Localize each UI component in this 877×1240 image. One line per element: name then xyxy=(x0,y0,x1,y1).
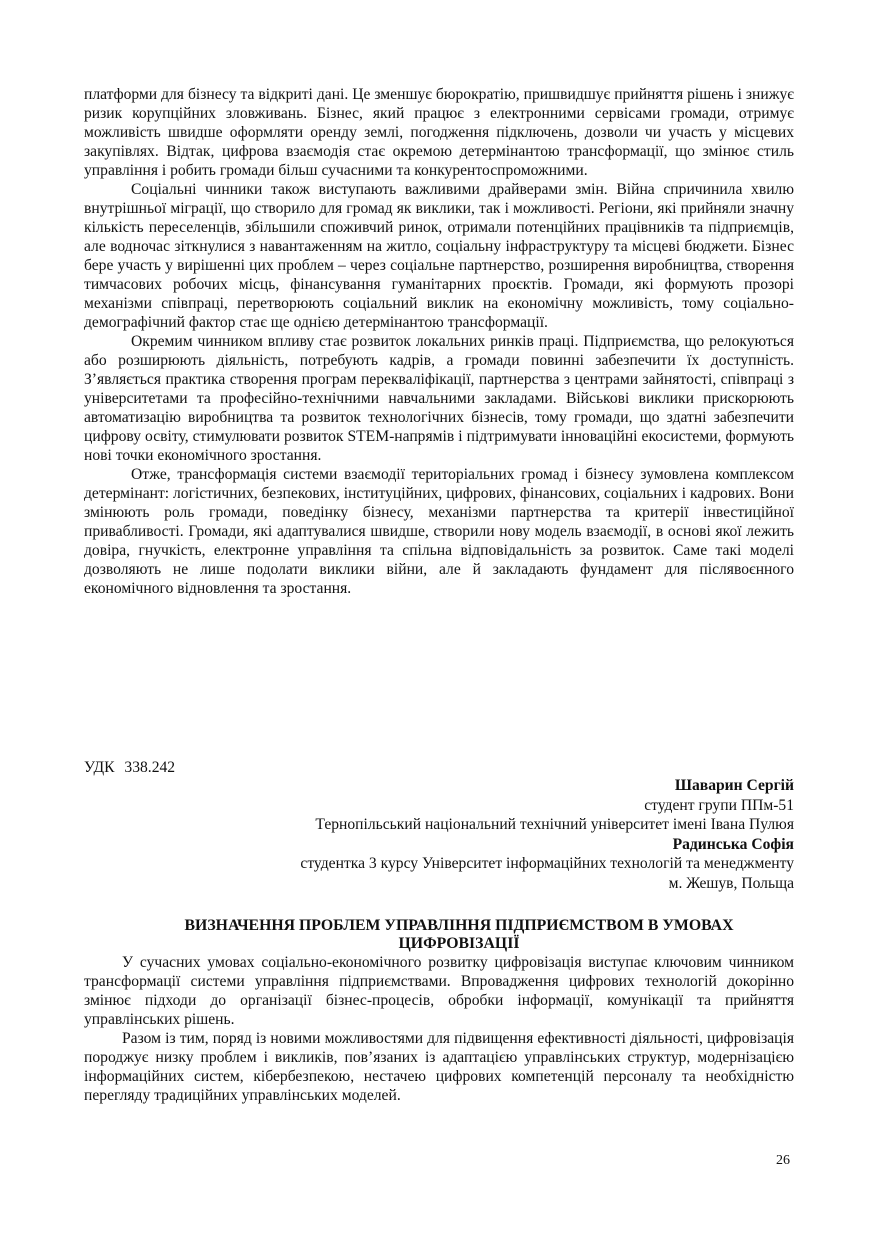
udk-code: УДК 338.242 xyxy=(84,759,176,776)
page-number: 26 xyxy=(776,1153,790,1168)
author-block xyxy=(174,776,794,893)
author-position-2: студентка 3 курсу Університет інформаційних технологій та менеджменту xyxy=(300,855,794,872)
article-body xyxy=(84,917,794,1105)
paragraph-challenges: Разом із тим, поряд із новими можливостями для підвищення ефективності діяльності, цифровізація породжує низку проблем і викликів, пов’язаних із адаптацією управлінських структур, модернізацією інформаційних систем, кібербезпекою, нестачею цифрових компетенцій персоналу та необхідністю перегляду традиційних управлінських моделей. xyxy=(84,1030,794,1104)
article-title-line-2: ЦИФРОВІЗАЦІЇ xyxy=(398,935,520,952)
author-affiliation-1: Тернопільський національний технічний університет імені Івана Пулюя xyxy=(315,816,794,833)
article-title-line-1: ВИЗНАЧЕННЯ ПРОБЛЕМ УПРАВЛІННЯ ПІДПРИЄМСТВОМ В УМОВАХ xyxy=(184,917,734,934)
article-title xyxy=(84,917,794,953)
author-name-2: Радинська Софія xyxy=(672,835,794,853)
paragraph-conclusion: Отже, трансформація системи взаємодії територіальних громад і бізнесу зумовлена комплексом детермінант: логістичних, безпекових, інституційних, цифрових, фінансових, соціальних і кадрових. Вони змінюють роль громади, поведінку бізнесу, механізми партнерства та критерії інвестиційної привабливості. Громади, які адаптувалися швидше, створили нову модель взаємодії, в основі якої лежить довіра, гнучкість, електронне управління та спільна відповідальність за розвиток. Саме такі моделі дозволяють не лише подолати виклики війни, але й закладають фундамент для післявоєнного економічного відновлення та зростання. xyxy=(84,466,794,597)
author-name-1: Шаварин Сергій xyxy=(674,777,794,794)
paragraph-labor-markets: Окремим чинником впливу стає розвиток локальних ринків праці. Підприємства, що релокуються або розширюють діяльність, потребують кадрів, а громади повинні забезпечити їх доступність. З’являється практика створення програм перекваліфікації, партнерства з центрами зайнятості, співпраці з університетами та професійно-технічними навчальними закладами. Військові виклики прискорюють автоматизацію виробництва та розвиток технологічних бізнесів, тому громади, що здатні забезпечити цифрову освіту, стимулювати розвиток STEM-напрямів і підтримувати інноваційні екосистеми, формують нові точки економічного зростання. xyxy=(84,333,794,464)
paragraph-social-factors: Соціальні чинники також виступають важливими драйверами змін. Війна спричинила хвилю внутрішньої міграції, що створило для громад як виклики, так і можливості. Регіони, які прийняли значну кількість переселенців, збільшили споживчий ринок, отримали потенційних працівників та підприємців, але водночас зіткнулися з навантаженням на житло, соціальну інфраструктуру та місцеві бюджети. Бізнес бере участь у вирішенні цих проблем – через соціальне партнерство, розширення виробництва, створення тимчасових робочих місць, фінансування гуманітарних проєктів. Громади, які формують прозорі механізми співпраці, перетворюють соціальний виклик на економічну можливість, тому соціально-демографічний фактор стає ще однією детермінантою трансформації. xyxy=(84,181,794,331)
author-position-1: студент групи ППм-51 xyxy=(644,796,794,814)
author-affiliation-2: м. Жешув, Польща xyxy=(668,874,794,892)
paragraph-digital-interaction: платформи для бізнесу та відкриті дані. Це зменшує бюрократію, пришвидшує прийняття рішень і знижує ризик корупційних зловживань. Бізнес, який працює з електронними сервісами громади, отримує можливість швидше оформляти оренду землі, погодження підключень, дозволи чи участь у місцевих закупівлях. Відтак, цифрова взаємодія стає окремою детермінантою трансформації, що змінює стиль управління і робить громади більш сучасними та конкурентоспроможними. xyxy=(84,86,794,179)
previous-article-body xyxy=(84,85,794,598)
paragraph-intro: У сучасних умовах соціально-економічного розвитку цифровізація виступає ключовим чинником трансформації системи управління підприємствами. Впровадження цифрових технологій докорінно змінює підходи до організації бізнес-процесів, обробки інформації, комунікації та прийняття управлінських рішень. xyxy=(84,954,794,1028)
